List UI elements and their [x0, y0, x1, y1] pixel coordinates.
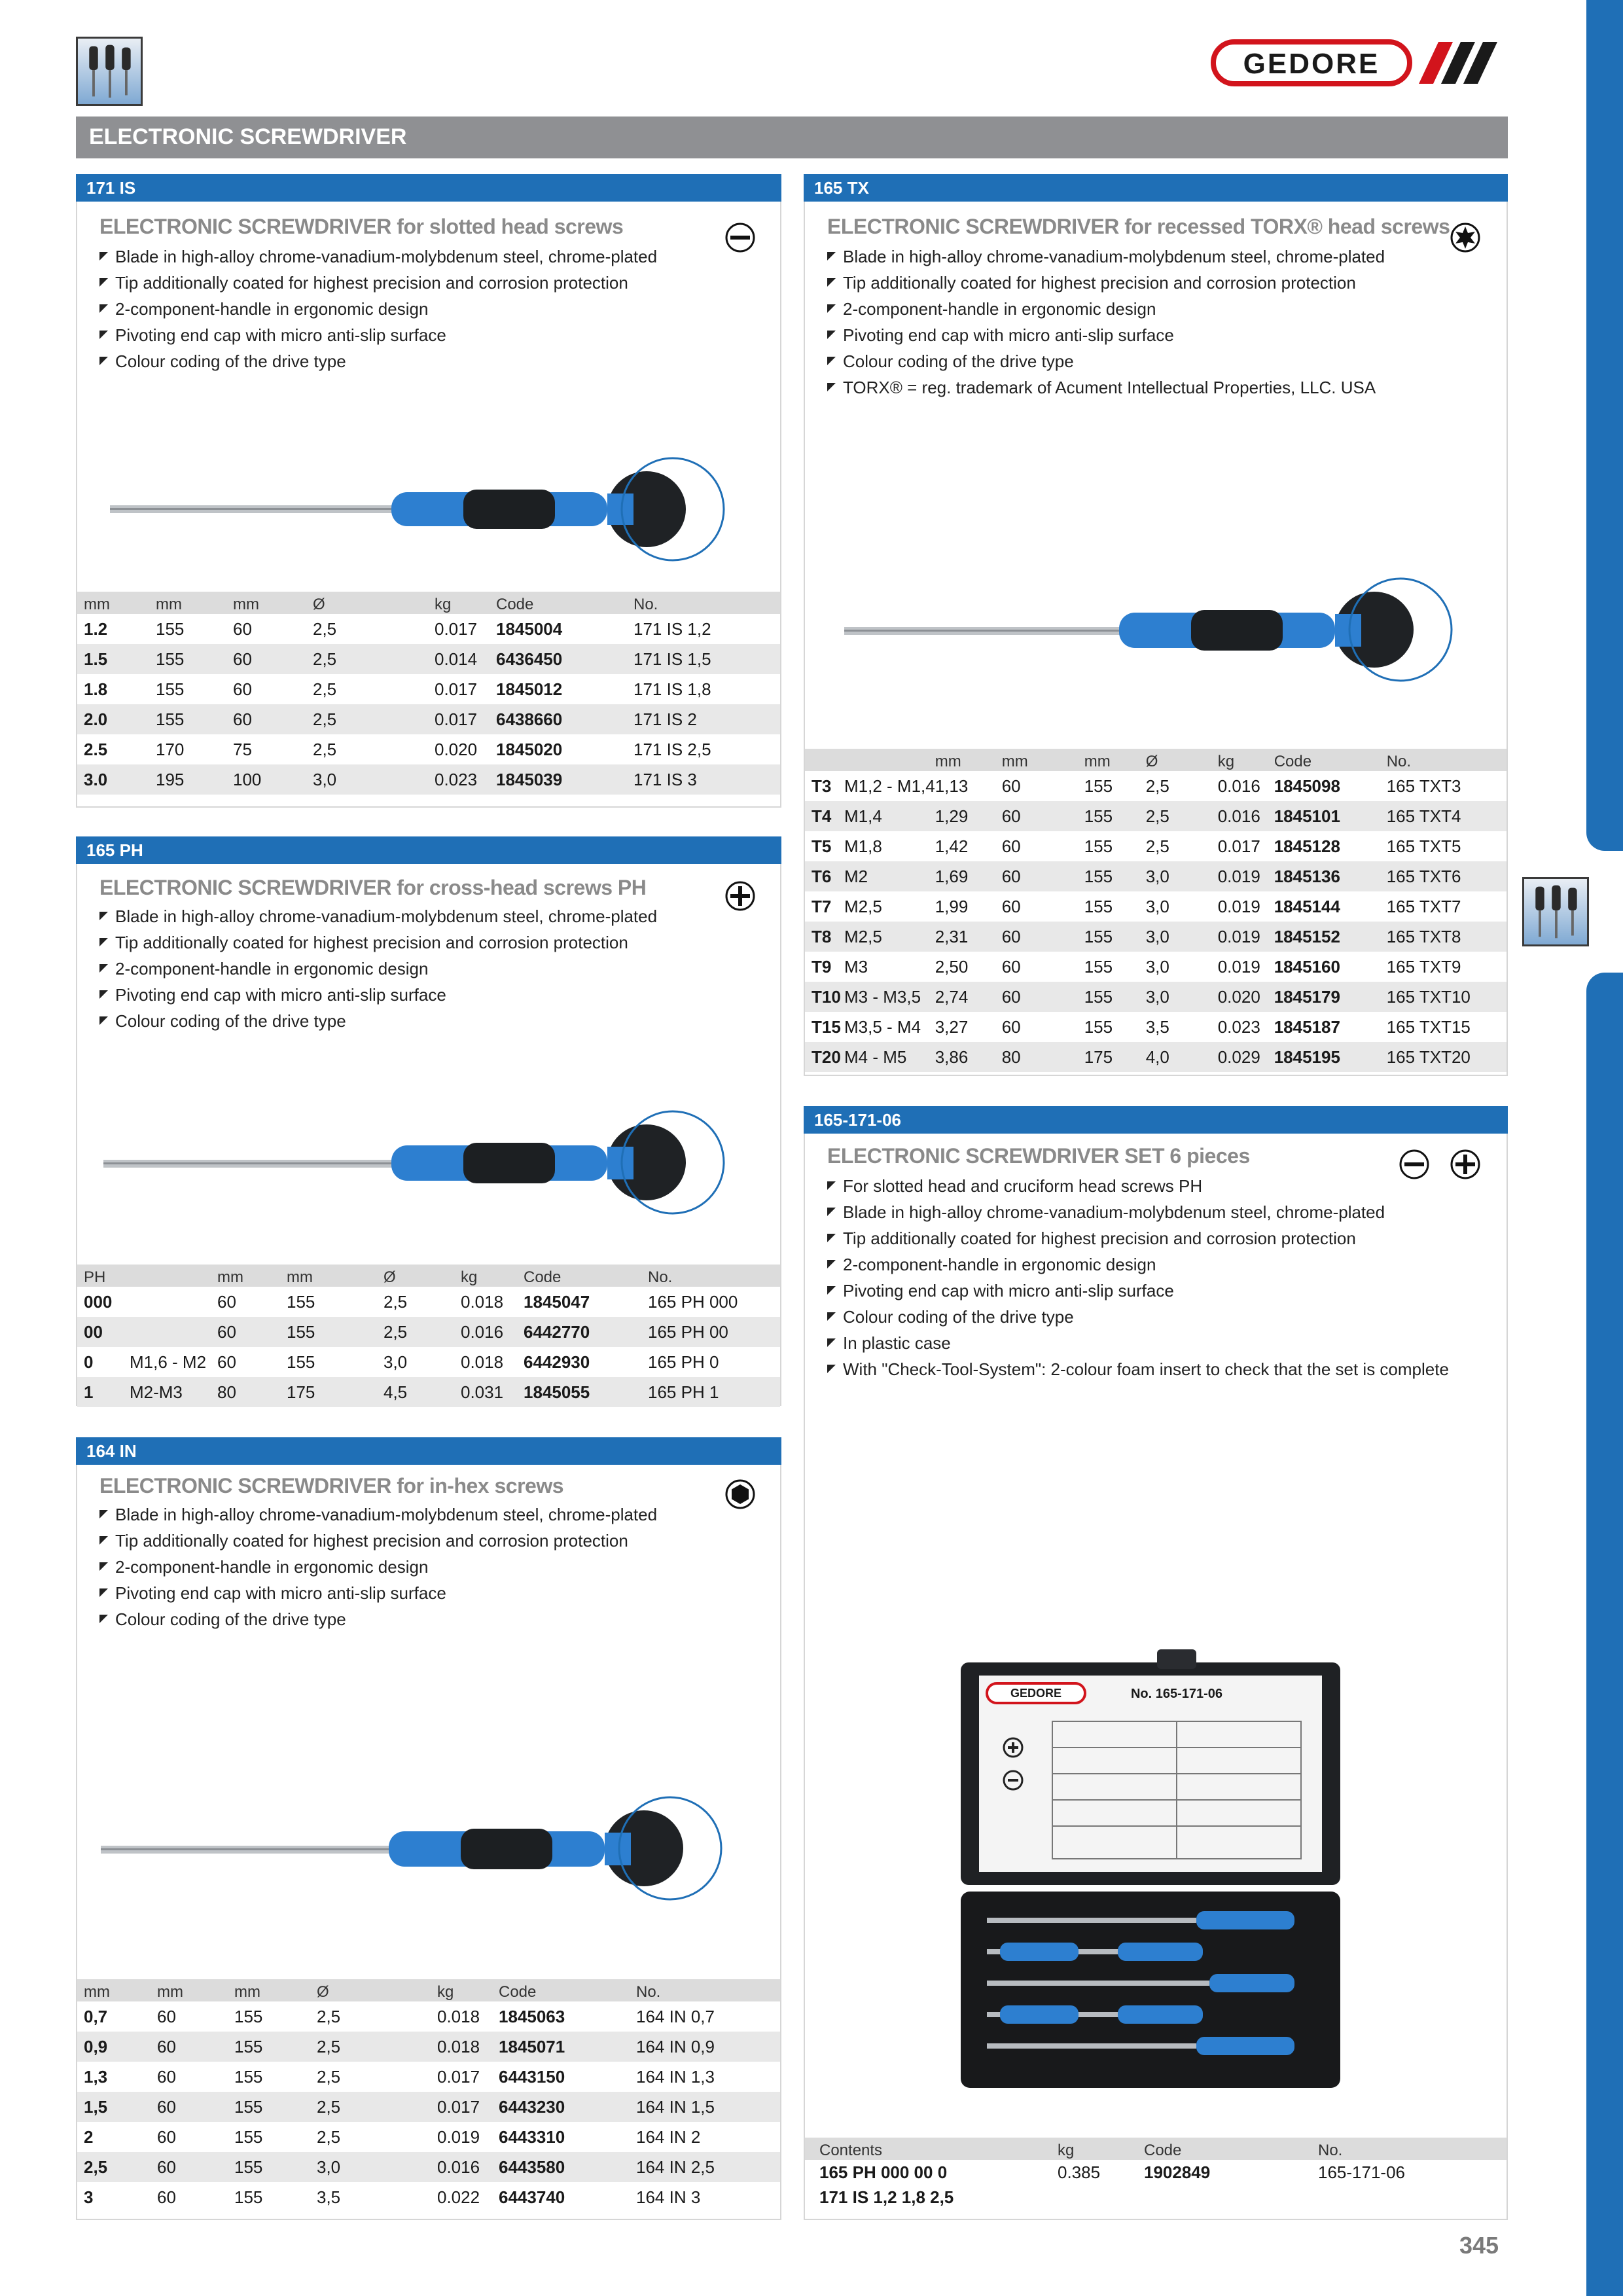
col-blade-length: mm	[217, 1265, 287, 1287]
table-row: 1.8 155 60 2,5 0.017 1845012 171 IS 1,8	[84, 679, 711, 699]
screwdriver-image	[844, 572, 1505, 690]
col-code: Code	[1144, 2138, 1318, 2160]
col-tip-size: mm	[935, 749, 1002, 771]
table-row: 2,5 60 155 3,0 0.016 6443580 164 IN 2,5	[77, 2152, 780, 2182]
feature-item: Blade in high-alloy chrome-vanadium-molybdenum steel, chrome-plated	[826, 243, 1385, 270]
slotted-drive-icon	[724, 221, 757, 254]
table-row: T5 M1,8 1,42 60 155 2,5 0.017 1845128 165 TXT5	[812, 836, 1461, 856]
title-main: ELECTRONIC SCREWDRIVER	[827, 215, 1119, 238]
title-sub: for in-hex screws	[391, 1474, 563, 1498]
set-weight: 0.385	[1058, 2162, 1101, 2182]
contents-line: 165 PH 000 00 0	[819, 2162, 948, 2182]
feature-item: Pivoting end cap with micro anti-slip surface	[98, 982, 657, 1008]
sidebar-tab-bottom	[1586, 973, 1623, 2296]
product-title	[99, 215, 623, 239]
feature-item: Tip additionally coated for highest precision and corrosion protection	[98, 1528, 657, 1554]
col-blade-length: mm	[233, 592, 313, 614]
feature-item: Pivoting end cap with micro anti-slip surface	[98, 1580, 657, 1606]
phillips-drive-icon	[724, 880, 757, 912]
feature-item: 2-component-handle in ergonomic design	[98, 956, 657, 982]
table-row: 0,7 60 155 2,5 0.018 1845063 164 IN 0,7	[84, 2006, 715, 2026]
spec-table	[77, 1265, 780, 1407]
col-total-length: mm	[287, 1265, 383, 1287]
feature-item: Tip additionally coated for highest precision and corrosion protection	[826, 270, 1385, 296]
product-id: 171 IS	[76, 174, 781, 202]
table-row: T9 M3 2,50 60 155 3,0 0.019 1845160 165 TXT9	[812, 956, 1461, 977]
table-header	[77, 1265, 780, 1287]
torx-drive-icon	[1449, 221, 1482, 254]
feature-item: For slotted head and cruciform head screws PH	[826, 1173, 1449, 1199]
col-no: No.	[1318, 2138, 1507, 2160]
col-weight: kg	[435, 592, 496, 614]
feature-list	[98, 243, 657, 374]
table-header	[805, 749, 1507, 771]
table-row: T20 M4 - M5 3,86 80 175 4,0 0.029 1845195 165 TXT20	[805, 1042, 1507, 1072]
table-row: 00 60 155 2,5 0.016 6442770 165 PH 00	[77, 1317, 780, 1347]
category-icon	[76, 37, 143, 106]
table-row: T6 M2 1,69 60 155 3,0 0.019 1845136 165 TXT6	[805, 861, 1507, 891]
table-row: 1 M2-M3 80 175 4,5 0.031 1845055 165 PH 1	[77, 1377, 780, 1407]
product-card-165-tx	[804, 174, 1508, 1076]
product-card-171-is	[76, 174, 781, 808]
spec-table	[77, 1979, 780, 2212]
phillips-drive-icon	[1449, 1148, 1482, 1181]
feature-item: Colour coding of the drive type	[826, 348, 1385, 374]
table-row: 1,5 60 155 2,5 0.017 6443230 164 IN 1,5	[77, 2092, 780, 2122]
feature-list	[826, 243, 1385, 401]
col-code: Code	[496, 592, 633, 614]
page-number: 345	[1459, 2232, 1499, 2259]
product-title: ELECTRONIC SCREWDRIVER SET 6 pieces	[827, 1144, 1250, 1168]
col-code: Code	[1274, 749, 1387, 771]
product-id: 165 PH	[76, 836, 781, 864]
feature-item: 2-component-handle in ergonomic design	[826, 1251, 1449, 1278]
product-id: 165-171-06	[804, 1106, 1508, 1134]
col-blade-width: mm	[77, 592, 156, 614]
table-row: 2 60 155 2,5 0.019 6443310 164 IN 2	[84, 2126, 701, 2147]
feature-list	[826, 1173, 1449, 1382]
contents-line: 171 IS 1,2 1,8 2,5	[819, 2187, 954, 2207]
table-row	[805, 2185, 1507, 2210]
col-diameter: Ø	[317, 1979, 437, 2001]
col-no: No.	[1387, 749, 1507, 771]
product-card-set	[804, 1106, 1508, 2220]
page-title-bar	[76, 117, 1508, 158]
feature-item: 2-component-handle in ergonomic design	[98, 296, 657, 322]
feature-item: Pivoting end cap with micro anti-slip surface	[826, 1278, 1449, 1304]
col-thread	[844, 749, 935, 771]
table-row: 3 60 155 3,5 0.022 6443740 164 IN 3	[84, 2187, 701, 2207]
col-no: No.	[648, 1265, 780, 1287]
col-hex-size: mm	[77, 1979, 157, 2001]
product-title	[99, 1474, 563, 1498]
table-row: 3.0 195 100 3,0 0.023 1845039 171 IS 3	[77, 764, 780, 795]
col-diameter: Ø	[313, 592, 435, 614]
table-row: 0,9 60 155 2,5 0.018 1845071 164 IN 0,9	[77, 2032, 780, 2062]
feature-item: Tip additionally coated for highest precision and corrosion protection	[98, 929, 657, 956]
feature-item: 2-component-handle in ergonomic design	[826, 296, 1385, 322]
product-id: 165 TX	[804, 174, 1508, 202]
table-row: 1.2 155 60 2,5 0.017 1845004 171 IS 1,2	[84, 619, 711, 639]
col-total-length: mm	[156, 592, 233, 614]
hex-drive-icon	[724, 1478, 757, 1511]
table-row: T3 M1,2 - M1,4 1,13 60 155 2,5 0.016 1845098 165 TXT3	[812, 776, 1461, 796]
feature-item: TORX® = reg. trademark of Acument Intellectual Properties, LLC. USA	[826, 374, 1385, 401]
col-total-length: mm	[234, 1979, 317, 2001]
case-label-number: No. 165-171-06	[1130, 1687, 1223, 1701]
table-row: T15 M3,5 - M4 3,27 60 155 3,5 0.023 1845187 165 TXT15	[812, 1016, 1471, 1037]
feature-item: Colour coding of the drive type	[98, 348, 657, 374]
col-code: Code	[499, 1979, 636, 2001]
table-row: T10 M3 - M3,5 2,74 60 155 3,0 0.020 1845179 165 TXT10	[805, 982, 1507, 1012]
table-header	[77, 592, 780, 614]
table-row: 2.5 170 75 2,5 0.020 1845020 171 IS 2,5	[84, 739, 711, 759]
case-brand: GEDORE	[1010, 1687, 1062, 1700]
table-row: T8 M2,5 2,31 60 155 3,0 0.019 1845152 165 TXT8	[805, 922, 1507, 952]
feature-item: Colour coding of the drive type	[826, 1304, 1449, 1330]
screwdriver-image	[103, 1100, 777, 1217]
set-table	[805, 2138, 1507, 2210]
col-blade-length: mm	[157, 1979, 234, 2001]
logo-text: GEDORE	[1243, 48, 1380, 80]
product-title	[827, 215, 1450, 239]
spec-table	[805, 749, 1507, 1072]
screwdriver-set-icon	[1524, 879, 1587, 944]
title-sub: for slotted head screws	[391, 215, 624, 238]
title-main: ELECTRONIC SCREWDRIVER	[99, 215, 391, 238]
gedore-logo	[1211, 37, 1499, 89]
feature-item: Blade in high-alloy chrome-vanadium-molybdenum steel, chrome-plated	[98, 1501, 657, 1528]
feature-item: Tip additionally coated for highest precision and corrosion protection	[826, 1225, 1449, 1251]
col-diameter: Ø	[383, 1265, 461, 1287]
table-row: 1.5 155 60 2,5 0.014 6436450 171 IS 1,5	[77, 644, 780, 674]
feature-item: Blade in high-alloy chrome-vanadium-molybdenum steel, chrome-plated	[826, 1199, 1449, 1225]
feature-item: In plastic case	[826, 1330, 1449, 1356]
page-title: ELECTRONIC SCREWDRIVER	[89, 124, 407, 149]
product-card-164-in	[76, 1437, 781, 2220]
col-diameter: Ø	[1146, 749, 1218, 771]
feature-item: 2-component-handle in ergonomic design	[98, 1554, 657, 1580]
feature-item: Colour coding of the drive type	[98, 1008, 657, 1034]
col-no: No.	[633, 592, 780, 614]
feature-item: Colour coding of the drive type	[98, 1606, 657, 1632]
col-total-length: mm	[1084, 749, 1146, 771]
set-no: 165-171-06	[1318, 2162, 1405, 2182]
feature-list	[98, 903, 657, 1034]
col-weight: kg	[461, 1265, 524, 1287]
title-main: ELECTRONIC SCREWDRIVER	[99, 1474, 391, 1498]
table-row: 1,3 60 155 2,5 0.017 6443150 164 IN 1,3	[84, 2066, 715, 2087]
col-no: No.	[636, 1979, 780, 2001]
feature-item: Pivoting end cap with micro anti-slip surface	[826, 322, 1385, 348]
table-row: T7 M2,5 1,99 60 155 3,0 0.019 1845144 165 TXT7	[812, 896, 1461, 916]
col-torx-size	[805, 749, 844, 771]
table-header	[77, 1979, 780, 2001]
col-contents: Contents	[805, 2138, 1058, 2160]
title-sub: for recessed TORX® head screws	[1118, 215, 1450, 238]
col-weight: kg	[1218, 749, 1274, 771]
feature-item: With "Check-Tool-System": 2-colour foam insert to check that the set is complete	[826, 1356, 1449, 1382]
screwdriver-set-icon	[78, 39, 141, 104]
table-row: 000 60 155 2,5 0.018 1845047 165 PH 000	[84, 1291, 738, 1312]
col-code: Code	[524, 1265, 648, 1287]
title-sub: for cross-head screws PH	[391, 876, 647, 899]
feature-item: Blade in high-alloy chrome-vanadium-molybdenum steel, chrome-plated	[98, 903, 657, 929]
product-id: 164 IN	[76, 1437, 781, 1465]
table-row	[805, 2160, 1507, 2185]
feature-item: Tip additionally coated for highest precision and corrosion protection	[98, 270, 657, 296]
screwdriver-image	[101, 1785, 775, 1903]
product-card-165-ph	[76, 836, 781, 1406]
title-main: ELECTRONIC SCREWDRIVER	[99, 876, 391, 899]
table-row: 0 M1,6 - M2 60 155 3,0 0.018 6442930 165 PH 0	[84, 1352, 719, 1372]
set-code: 1902849	[1144, 2162, 1211, 2182]
table-row: 2.0 155 60 2,5 0.017 6438660 171 IS 2	[77, 704, 780, 734]
feature-item: Blade in high-alloy chrome-vanadium-molybdenum steel, chrome-plated	[98, 243, 657, 270]
col-blade-length: mm	[1002, 749, 1084, 771]
table-header	[805, 2138, 1507, 2160]
feature-item: Pivoting end cap with micro anti-slip surface	[98, 322, 657, 348]
col-ph-size: PH	[77, 1265, 130, 1287]
spec-table	[77, 592, 780, 795]
sidebar-tab-top	[1586, 0, 1623, 851]
col-weight: kg	[437, 1979, 499, 2001]
screwdriver-set-case-image	[961, 1649, 1340, 2088]
screwdriver-image	[110, 450, 784, 568]
col-weight: kg	[1058, 2138, 1144, 2160]
table-row: T4 M1,4 1,29 60 155 2,5 0.016 1845101 165 TXT4	[805, 801, 1507, 831]
col-thread	[130, 1265, 217, 1287]
feature-list	[98, 1501, 657, 1632]
product-title	[99, 876, 646, 900]
section-category-icon[interactable]	[1522, 877, 1589, 946]
